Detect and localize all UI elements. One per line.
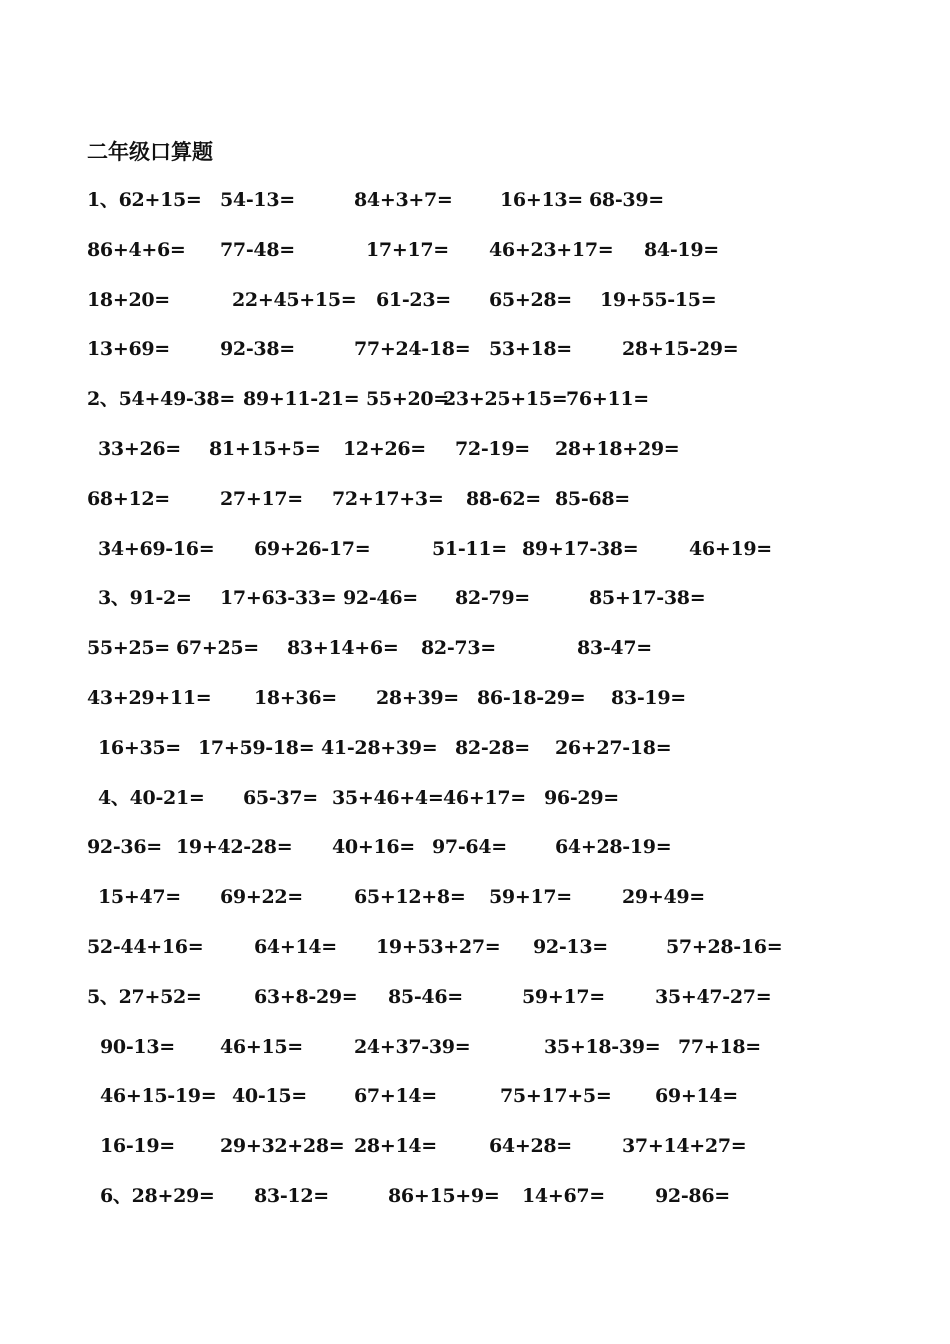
problem-item: 46+19= [689,538,772,560]
problem-item: 75+17+5= [500,1085,612,1107]
problem-item: 82-28= [455,737,530,759]
problem-item: 43+29+11= [87,687,212,709]
problem-item: 13+69= [87,338,170,360]
problem-item: 83-19= [611,687,686,709]
problem-item: 2、54+49-38= [87,388,235,410]
problem-item: 18+36= [254,687,337,709]
problem-item: 17+63-33= [220,587,337,609]
problem-item: 15+47= [98,886,181,908]
problem-item: 1、62+15= [87,189,202,211]
problem-item: 29+49= [622,886,705,908]
problem-item: 86+15+9= [388,1185,500,1207]
problem-item: 85-68= [555,488,630,510]
problem-item: 64+28-19= [555,836,672,858]
problem-item: 90-13= [100,1036,175,1058]
problem-item: 77+24-18= [354,338,471,360]
problem-item: 14+67= [522,1185,605,1207]
problem-item: 77+18= [678,1036,761,1058]
problem-item: 68-39= [589,189,664,211]
problem-item: 69+26-17= [254,538,371,560]
problem-item: 40-15= [232,1085,307,1107]
problem-item: 35+18-39= [544,1036,661,1058]
problem-item: 64+28= [489,1135,572,1157]
problem-item: 55+25= [87,637,170,659]
problem-item: 72-19= [455,438,530,460]
problem-item: 54-13= [220,189,295,211]
problem-item: 86+4+6= [87,239,186,261]
problem-item: 12+26= [343,438,426,460]
problem-item: 63+8-29= [254,986,358,1008]
problem-item: 6、28+29= [100,1185,215,1207]
problem-item: 89+11-21= [243,388,360,410]
problem-item: 83+14+6= [287,637,399,659]
problem-item: 33+26= [98,438,181,460]
problem-item: 92-38= [220,338,295,360]
problem-item: 46+17= [443,787,526,809]
problem-item: 59+17= [522,986,605,1008]
problem-item: 65+12+8= [354,886,466,908]
problem-item: 18+20= [87,289,170,311]
problem-item: 61-23= [376,289,451,311]
problem-item: 46+15= [220,1036,303,1058]
problem-item: 19+42-28= [176,836,293,858]
problem-item: 19+53+27= [376,936,501,958]
problem-item: 69+14= [655,1085,738,1107]
problem-item: 57+28-16= [666,936,783,958]
problem-item: 46+23+17= [489,239,614,261]
problem-item: 46+15-19= [100,1085,217,1107]
problem-item: 16-19= [100,1135,175,1157]
problem-item: 53+18= [489,338,572,360]
problem-item: 26+27-18= [555,737,672,759]
problem-item: 27+17= [220,488,303,510]
problem-item: 24+37-39= [354,1036,471,1058]
problem-item: 29+32+28= [220,1135,345,1157]
problem-item: 28+39= [376,687,459,709]
problem-item: 92-13= [533,936,608,958]
problem-item: 34+69-16= [98,538,215,560]
problem-item: 92-86= [655,1185,730,1207]
problem-item: 92-36= [87,836,162,858]
problem-item: 65+28= [489,289,572,311]
problem-item: 72+17+3= [332,488,444,510]
worksheet-title: 二年级口算题 [87,139,213,164]
problem-item: 85+17-38= [589,587,706,609]
problem-item: 4、40-21= [98,787,205,809]
problem-item: 96-29= [544,787,619,809]
problem-item: 83-47= [577,637,652,659]
problem-item: 64+14= [254,936,337,958]
problem-item: 35+46+4= [332,787,444,809]
problem-item: 85-46= [388,986,463,1008]
problem-item: 86-18-29= [477,687,586,709]
problem-item: 28+15-29= [622,338,739,360]
problem-item: 37+14+27= [622,1135,747,1157]
problem-item: 69+22= [220,886,303,908]
problem-item: 84-19= [644,239,719,261]
problem-item: 83-12= [254,1185,329,1207]
problem-item: 16+35= [98,737,181,759]
problem-item: 89+17-38= [522,538,639,560]
problem-item: 92-46= [343,587,418,609]
problem-item: 88-62= [466,488,541,510]
problem-item: 67+25= [176,637,259,659]
problem-item: 19+55-15= [600,289,717,311]
problem-item: 41-28+39= [321,737,438,759]
problem-item: 28+14= [354,1135,437,1157]
problem-item: 17+59-18= [198,737,315,759]
problem-item: 77-48= [220,239,295,261]
problem-item: 67+14= [354,1085,437,1107]
problem-item: 3、91-2= [98,587,192,609]
problem-item: 22+45+15= [232,289,357,311]
problem-item: 59+17= [489,886,572,908]
problem-item: 40+16= [332,836,415,858]
problem-item: 82-73= [421,637,496,659]
problem-item: 97-64= [432,836,507,858]
problem-item: 23+25+15= [443,388,568,410]
problem-item: 51-11= [432,538,507,560]
problem-item: 52-44+16= [87,936,204,958]
problem-item: 16+13= [500,189,583,211]
problem-item: 76+11= [566,388,649,410]
problem-item: 17+17= [366,239,449,261]
problem-item: 84+3+7= [354,189,453,211]
problem-item: 55+20= [366,388,449,410]
problem-item: 5、27+52= [87,986,202,1008]
problem-item: 35+47-27= [655,986,772,1008]
problem-item: 28+18+29= [555,438,680,460]
problem-item: 82-79= [455,587,530,609]
problem-item: 81+15+5= [209,438,321,460]
problem-item: 65-37= [243,787,318,809]
problem-item: 68+12= [87,488,170,510]
